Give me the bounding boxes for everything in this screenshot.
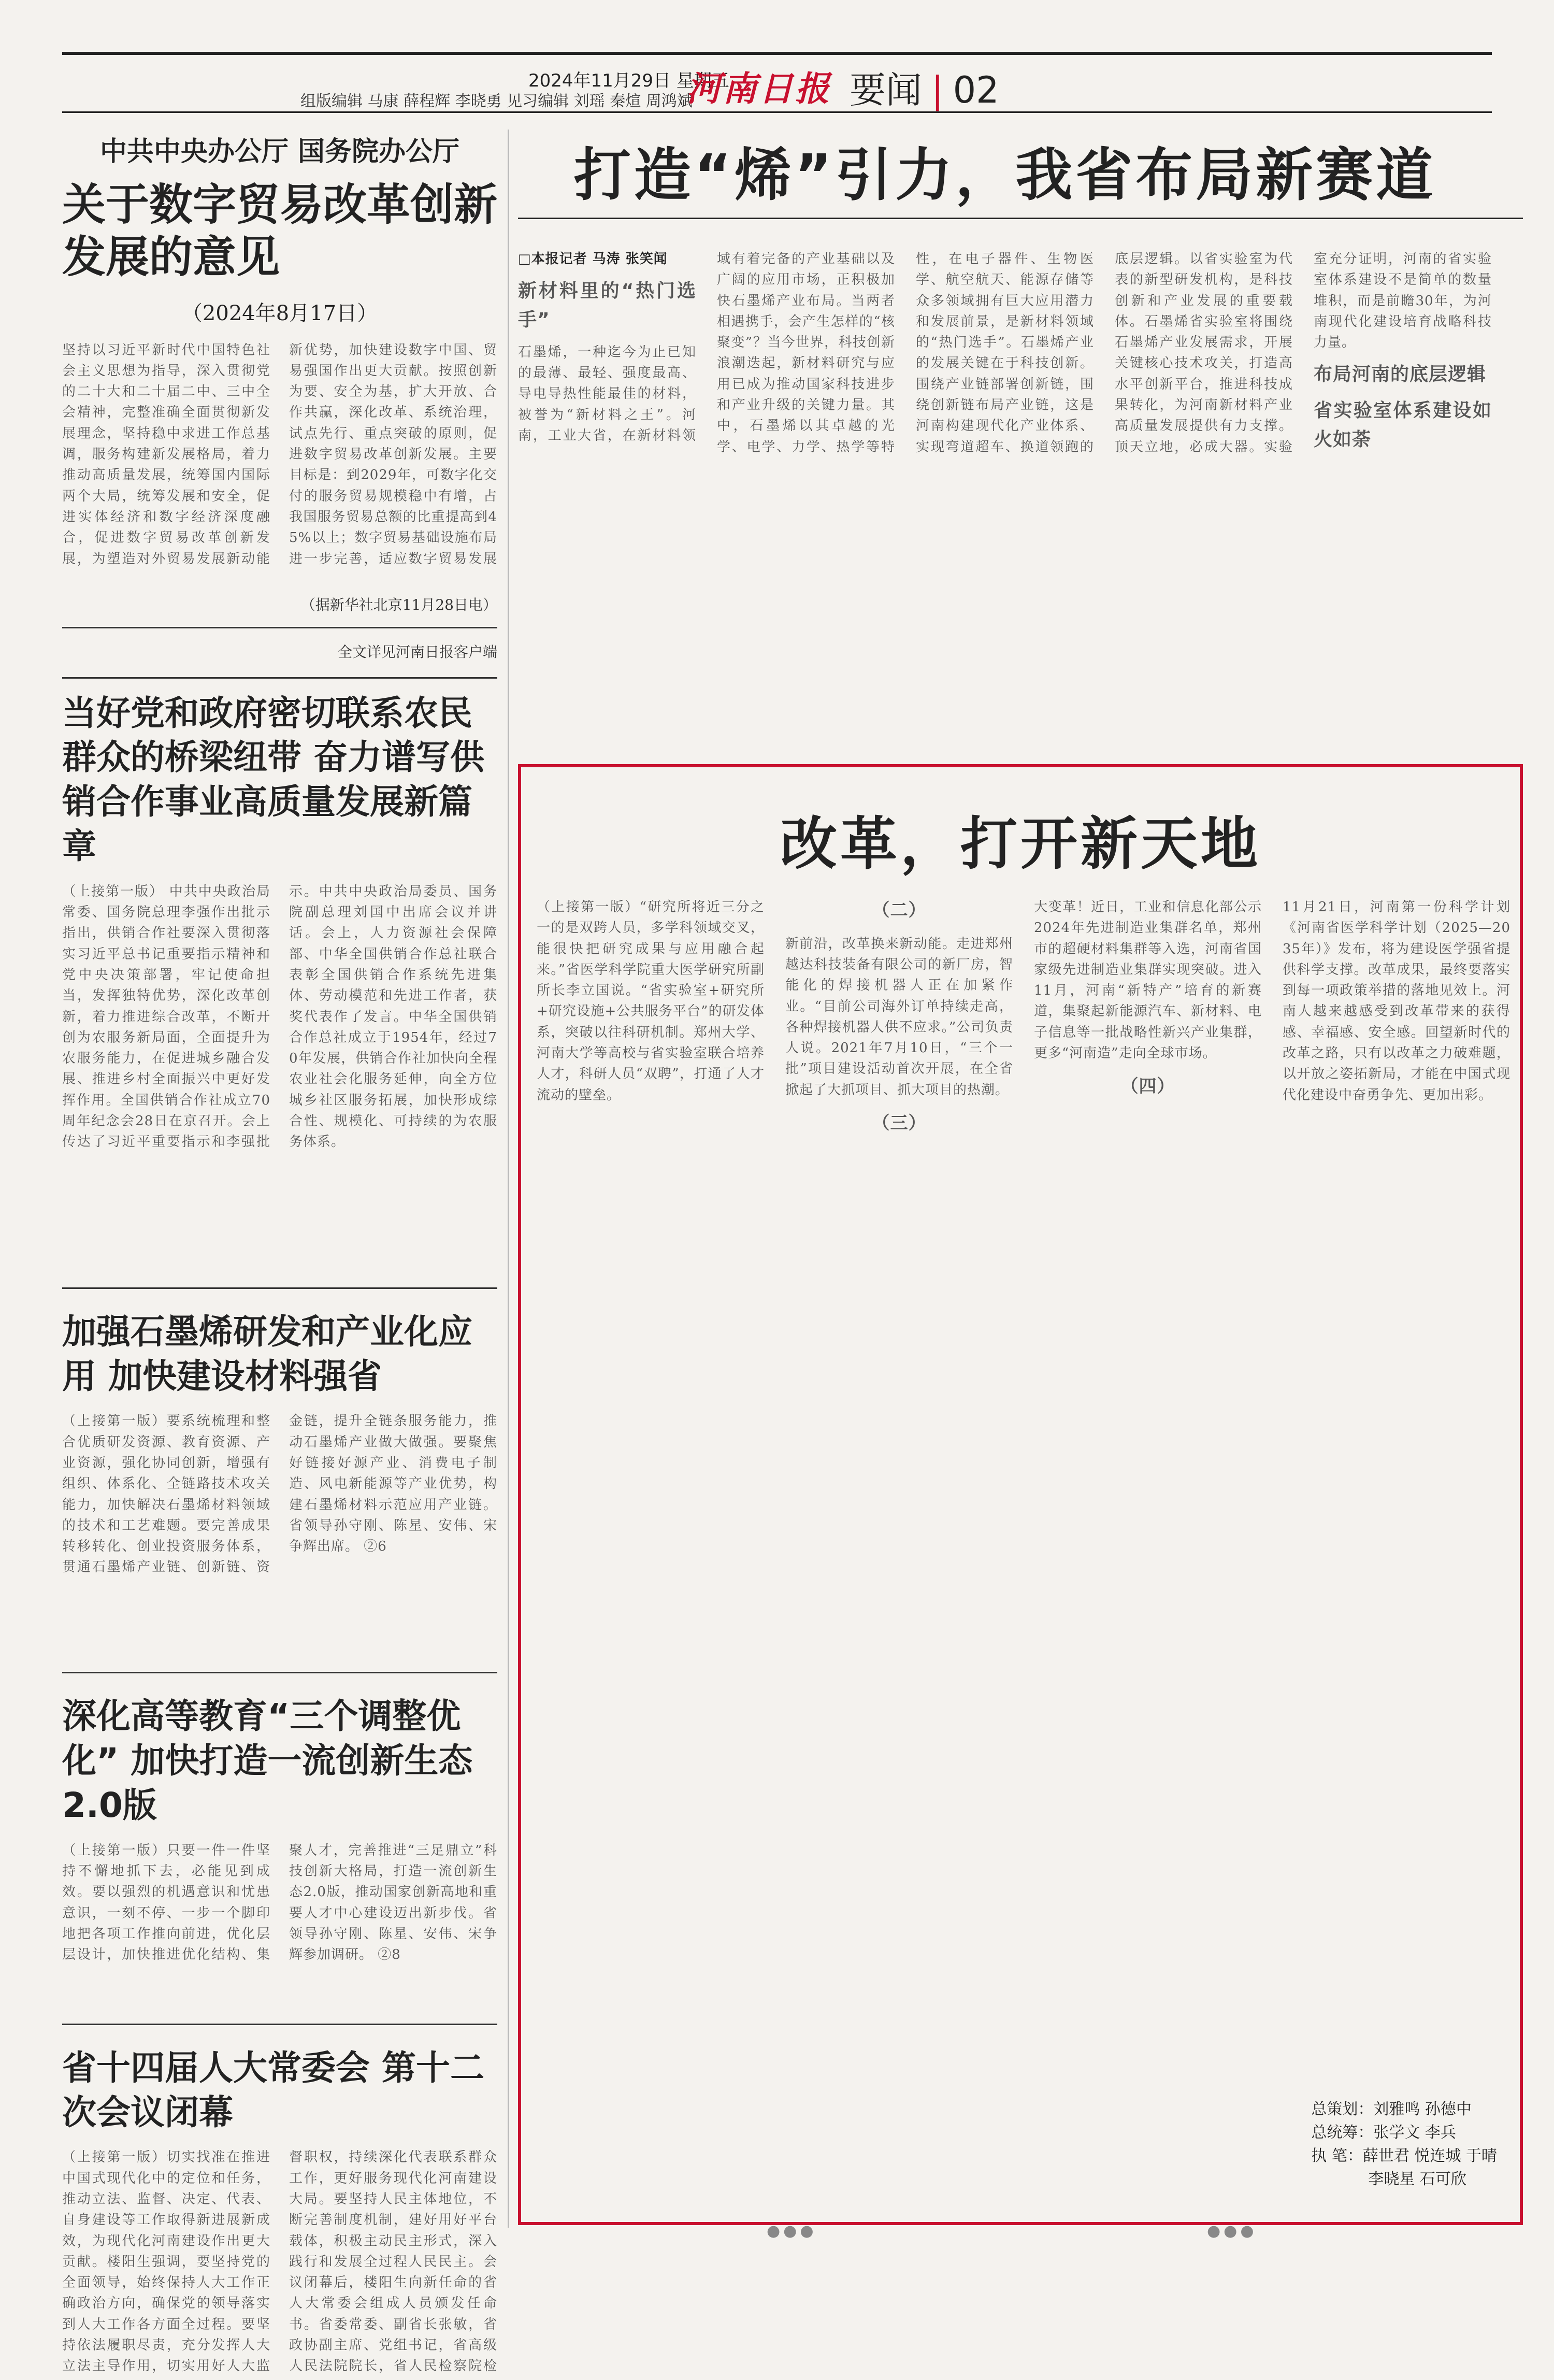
header-bottom-rule (62, 111, 1492, 113)
page-dots-left: ●●● (767, 2222, 817, 2240)
credits-block (1311, 2098, 1497, 2191)
article-digital-trade (62, 130, 497, 662)
main-article-body (518, 249, 1492, 741)
article-title: 深化高等教育“三个调整优化” 加快打造一流创新生态2.0版 (62, 1696, 473, 1825)
article-body-text: 石墨烯，一种迄今为止已知的最薄、最轻、强度最高、导电导热性能最佳的材料，被誉为“新材料之王”。河南，工业大省，在新材料领域有着完备的产业基础以及广阔的应用市场，正积极加快石墨烯产业布局。当两者相遇携手，会产生怎样的“核聚变”？当今世界，科技创新浪潮迭起，新材料研究与应用已成为推动国家科技进步和产业升级的关键力量。其中，石墨烯以其卓越的光学、电学、力学、热学等特性，在电子器件、生物医学、航空航天、能源存储等众多领域拥有巨大应用潜力和发展前景，是新材料领域的“热门选手”。石墨烯产业的发展关键在于科技创新。围绕产业链部署创新链，围绕创新链布局产业链，这是河南构建现代化产业体系、实现弯道超车、换道领跑的底层逻辑。以省实验室为代表的新型研发机构，是科技创新和产业发展的重要载体。石墨烯省实验室将围绕石墨烯产业发展需求，开展关键核心技术攻关，打造高水平创新平台，推进科技成果转化，为河南新材料产业高质量发展提供有力支撑。顶天立地，必成大器。实验室充分证明，河南的省实验室体系建设不是简单的数量堆积，而是前瞻30年，为河南现代化建设培育战略科技力量。 (518, 251, 1492, 455)
page-number: 02 (953, 69, 999, 111)
article-title: 关于数字贸易改革创新发展的意见 (62, 179, 498, 282)
credit-line: 执 笔：薛世君 悦连城 于晴 (1311, 2147, 1497, 2165)
part-number: （四） (1120, 1076, 1175, 1097)
divider (62, 627, 497, 628)
article-body-text: 中共中央政治局常委、国务院总理李强作出批示指出，供销合作社要深入贯彻落实习近平总书记重要指示精神和党中央决策部署，牢记使命担当，发挥独特优势，深化改革创新，着力推进综合改革，不断开创为农服务新局面，全面提升为农服务能力，在促进城乡融合发展、推进乡村全面振兴中更好发挥作用。全国供销合作社成立70周年纪念会28日在京召开。会上传达了习近平重要指示和李强批示。中共中央政治局委员、国务院副总理刘国中出席会议并讲话。会上，人力资源社会保障部、中华全国供销合作总社联合表彰全国供销合作系统先进集体、劳动模范和先进工作者，获奖代表作了发言。中华全国供销合作总社成立于1954年，经过70年发展，供销合作社加快向全程农业社会化服务延伸，向全方位城乡社区服务拓展，加快形成综合性、规模化、可持续的为农服务体系。 (62, 883, 497, 1150)
continue-note: （上接第一版） (62, 883, 164, 899)
issue-date: 2024年11月29日 星期五 (528, 70, 729, 91)
feature-paragraph: 大变革！近日，工业和信息化部公示2024年先进制造业集群名单，郑州市的超硬材料集群等入选，河南省国家级先进制造业集群实现突破。进入11月，河南“新特产”培育的新赛道，集聚起新能源汽车、新材料、电子信息等一批战略性新兴产业集群，更多“河南造”走向全球市场。 (1034, 899, 1262, 1062)
subhead: 布局河南的底层逻辑 (1314, 364, 1487, 385)
section-label: 要闻 | 02 (850, 69, 999, 111)
subhead: 新材料里的“热门选手” (518, 280, 696, 331)
article-credit: ②6 (364, 1539, 387, 1555)
feature-paragraph: （上接第一版）“研究所将近三分之一的是双跨人员，多学科领域交叉，能很快把研究成果与应用融合起来。”省医学科学院重大医学研究所副所长李立国说。“省实验室+研究所+研究设施+公共服务平台”的研发体系，突破以往科研机制。郑州大学、河南大学等高校与省实验室联合培养人才，科研人员“双聘”，打通了人才流动的壁垒。 (537, 899, 765, 1103)
article-body (62, 340, 497, 589)
part-number: （三） (872, 1113, 927, 1134)
subhead: 省实验室体系建设如火如荼 (1314, 400, 1492, 451)
credit-line: 总策划：刘雅鸣 孙德中 (1311, 2100, 1472, 2118)
part-number: （二） (872, 900, 927, 921)
feature-paragraph: 新前沿，改革换来新动能。走进郑州越达科技装备有限公司的新厂房，智能化的焊接机器人正在加紧作业。“目前公司海外订单持续走高，各种焊接机器人供不应求。”公司负责人说。2021年7月10日，“三个一批”项目建设活动首次开展，在全省掀起了大抓项目、抓大项目的热潮。 (785, 936, 1013, 1098)
reform-feature-box (518, 764, 1523, 2225)
article-body-text: 坚持以习近平新时代中国特色社会主义思想为指导，深入贯彻党的二十大和二十届二中、三中全会精神，完整准确全面贯彻新发展理念，坚持稳中求进工作总基调，服务构建新发展格局，着力推动高质量发展，统筹国内国际两个大局，统筹发展和安全，促进实体经济和数字经济深度融合，促进数字贸易改革创新发展，为塑造对外贸易发展新动能新优势，加快建设数字中国、贸易强国作出更大贡献。按照创新为要、安全为基，扩大开放、合作共赢，深化改革、系统治理，试点先行、重点突破的原则，促进数字贸易改革创新发展。主要目标是：到2029年，可数字化交付的服务贸易规模稳中有增，占我国服务贸易总额的比重提高到45%以上；数字贸易基础设施布局进一步完善，适应数字贸易发展 (62, 342, 497, 567)
article-body (62, 881, 497, 1275)
article-kicker: 中共中央办公厅 国务院办公厅 (99, 136, 460, 167)
divider (62, 2024, 497, 2025)
article-title: 加强石墨烯研发和产业化应用 加快建设材料强省 (62, 1311, 472, 1396)
article-body-text: （上接第一版）只要一件一件坚持不懈地抓下去，必能见到成效。要以强烈的机遇意识和忧患意识，一刻不停、一步一个脚印地把各项工作推向前进，优化层层设计，加快推进优化结构、集聚人才，完善推进“三足鼎立”科技创新大格局，打造一流创新生态2.0版，推动国家创新高地和重要人才中心建设迈出新步伐。省领导孙守刚、陈星、安伟、宋争辉参加调研。 (62, 1842, 497, 1963)
article-body (62, 2147, 497, 2380)
article-source: （据新华社北京11月28日电） (300, 596, 497, 613)
full-text-link[interactable]: 全文详见河南日报客户端 (337, 643, 497, 661)
article-graphene-dev (62, 1310, 497, 1660)
header-top-rule (62, 52, 1492, 55)
article-body (62, 1411, 497, 1659)
article-higher-edu (62, 1694, 497, 2011)
divider (62, 1287, 497, 1289)
credit-line: 总统筹：张学文 李兵 (1311, 2124, 1456, 2142)
article-npc-session (62, 2046, 497, 2380)
feature-paragraph: 11月21日，河南第一份科学计划《河南省医学科学计划（2025—2035年）》发布，将为建设医学强省提供科学支撑。改革成果，最终要落实到每一项政策举措的落地见效上。河南人越来越感受到改革带来的获得感、幸福感、安全感。回望新时代的改革之路，只有以改革之力破难题，以开放之姿拓新局，才能在中国式现代化建设中奋勇争先、更加出彩。 (1283, 899, 1510, 1103)
main-headline: 打造“烯”引力，我省布局新赛道 (573, 142, 1436, 208)
section-name: 要闻 (850, 69, 922, 111)
column-separator (508, 130, 509, 2228)
newspaper-logo: 河南日报 (686, 68, 831, 109)
divider (62, 1672, 497, 1673)
article-byline: □本报记者 马涛 张笑闻 (518, 251, 668, 267)
article-body-text: （上接第一版）切实找准在推进中国式现代化中的定位和任务，推动立法、监督、决定、代表、自身建设等工作取得新进展新成效，为现代化河南建设作出更大贡献。楼阳生强调，要坚持党的全面领导，始终保持人大工作正确政治方向，确保党的领导落实到人大工作各方面全过程。要坚持依法履职尽责，充分发挥人大立法主导作用，切实用好人大监督职权，持续深化代表联系群众工作，更好服务现代化河南建设大局。要坚持人民主体地位，不断完善制度机制，建好用好平台载体，积极主动民主形式，深入践行和发展全过程人民民主。会议闭幕后，楼阳生向新任命的省人大常委会组成人员颁发任命书。省委常委、副省长张敏，省政协副主席、党组书记，省高级人民法院院长，省人民检察院检 (62, 2149, 497, 2374)
article-title: 省十四届人大常委会 第十二次会议闭幕 (62, 2047, 484, 2132)
editor-staff: 组版编辑 马康 薛程辉 李晓勇 见习编辑 刘瑶 秦煊 周鸿斌 (300, 92, 693, 110)
feature-body (537, 897, 1510, 2202)
feature-headline: 改革，打开新天地 (780, 811, 1261, 877)
headline-rule (518, 218, 1523, 219)
article-supply-coop (62, 691, 497, 1275)
article-date: （2024年8月17日） (181, 301, 378, 325)
article-body-text: （上接第一版）要系统梳理和整合优质研发资源、教育资源、产业资源，强化协同创新，增强有组织、体系化、全链路技术攻关能力，加快解决石墨烯材料领域的技术和工艺难题。要完善成果转移转化、创业投资服务体系，贯通石墨烯产业链、创新链、资金链，提升全链条服务能力，推动石墨烯产业做大做强。要聚焦好链接好源产业、消费电子制造、风电新能源等产业优势，构建石墨烯材料示范应用产业链。省领导孙守刚、陈星、安伟、宋争辉出席。 (62, 1413, 497, 1575)
article-title: 当好党和政府密切联系农民群众的桥梁纽带 奋力谱写供销合作事业高质量发展新篇章 (62, 693, 484, 866)
credit-line: 李晓星 石可欣 (1368, 2170, 1466, 2188)
article-credit: ②8 (378, 1947, 401, 1963)
article-body (62, 1840, 497, 2011)
page-dots-right: ●●● (1207, 2222, 1257, 2240)
divider (62, 677, 497, 679)
left-column (62, 130, 497, 2380)
